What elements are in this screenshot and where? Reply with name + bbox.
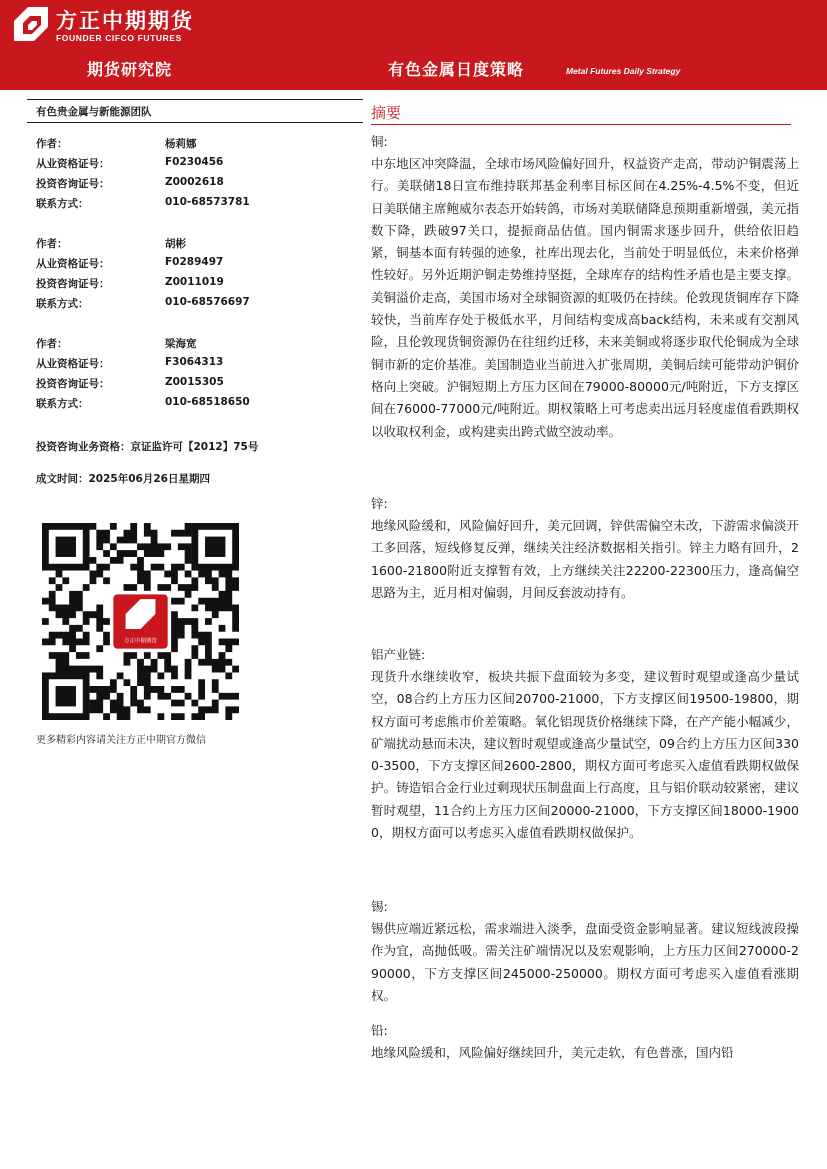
section-text: 中东地区冲突降温，全球市场风险偏好回升，权益资产走高，带动沪铜震荡上行。美联储18日宣布维持联邦基金利率目标区间在4.25%-4.5%不变，但近日美联储主席鲍威尔表态开始转鸽，市场对美联储降息预期重新增强，美元指数下降，跌破97关口，提振商品估值。国内铜需求逐步回升，供给依旧趋紧，铜基本面有转强的迹象，社库出现去化，当前处于明显低位，未来价格弹性较好。另外近期沪铜走势维持坚挺，全球库存的结构性矛盾也是主要支撑。美铜溢价走高，美国市场对全球铜资源的虹吸仍在持续。伦敦现货铜库存下降较快，当前库存处于极低水平，月间结构变成高back结构，未来或有交割风险，且伦敦现货铜资源仍在往纽约迁移，未来美铜或将逐步取代伦铜成为全球铜市新的定价基准。美国制造业当前进入扩张周期，美铜后续可能带动沪铜价格向上突破。沪铜短期上方压力区间在79000-80000元/吨附近，下方支撑区间在76000-77000元/吨附近。期权策略上可考虑卖出远月轻度虚值看跌期权以收取权利金，或构建卖出跨式做空波动率。	[371, 156, 799, 439]
author-card	[36, 334, 346, 414]
report-title-en: Metal Futures Daily Strategy	[566, 66, 681, 76]
author-label: 作者：	[36, 138, 68, 150]
report-title: 有色金属日度策略	[388, 60, 525, 79]
section-heading: 铝产业链:	[371, 647, 426, 662]
consult-label: 投资咨询证号：	[36, 178, 110, 190]
contact-label: 联系方式：	[36, 298, 89, 310]
consult-number: Z0015305	[165, 376, 224, 388]
section-heading: 铅:	[371, 1023, 388, 1038]
author-card	[36, 134, 346, 214]
consult-number: Z0002618	[165, 176, 224, 188]
summary-divider	[371, 124, 791, 125]
qr-logo-text: 方正中期期货	[123, 638, 158, 645]
consult-number: Z0011019	[165, 276, 224, 288]
summary-section-zinc	[371, 493, 799, 604]
summary-section-copper	[371, 131, 799, 443]
contact-label: 联系方式：	[36, 398, 89, 410]
author-name: 杨莉娜	[165, 138, 197, 150]
founder-logo-icon	[14, 7, 48, 41]
report-header	[0, 0, 827, 90]
divider	[27, 122, 363, 123]
section-text: 地缘风险缓和，风险偏好回升，美元回调，锌供需偏空未改，下游需求偏淡开工多回落，短线修复反弹，继续关注经济数据相关指引。锌主力略有回升，21600-21800附近支撑暂有效，上方继续关注22200-22300压力，逢高偏空思路为主，近月相对偏弱，月间反套波动持有。	[371, 518, 799, 600]
wechat-qr-code[interactable]	[42, 523, 239, 720]
consult-label: 投资咨询证号：	[36, 278, 110, 290]
license-label: 从业资格证号：	[36, 158, 110, 170]
summary-section-tin	[371, 896, 799, 1007]
team-name: 有色贵金属与新能源团队	[36, 106, 152, 118]
author-name: 胡彬	[165, 238, 186, 250]
qr-finder-pattern	[191, 523, 239, 571]
section-text: 现货升水继续收窄，板块共振下盘面较为多变，建议暂时观望或逢高少量试空，08合约上方压力区间20700-21000，下方支撑区间19500-19800，期权方面可考虑熊市价差策略。氧化铝现货价格继续下降，在产产能小幅减少，矿端扰动悬而未决，建议暂时观望或逢高少量试空，09合约上方压力区间3300-3500，下方支撑区间2600-2800，期权方面可考虑买入虚值看跌期权做保护。铸造铝合金行业过剩现状压制盘面上行高度，且与铝价联动较紧密，建议暂时观望，11合约上方压力区间20000-21000，下方支撑区间18000-19000，期权方面可以考虑买入虚值看跌期权做保护。	[371, 669, 799, 841]
author-label: 作者：	[36, 338, 68, 350]
contact-phone: 010-68518650	[165, 396, 250, 408]
company-name-en: FOUNDER CIFCO FUTURES	[56, 33, 182, 43]
summary-section-lead	[371, 1020, 799, 1064]
author-card	[36, 234, 346, 314]
section-text: 锡供应端近紧远松，需求端进入淡季，盘面受资金影响显著。建议短线波段操作为宜，高抛低吸。需关注矿端情况以及宏观影响，上方压力区间270000-290000，下方支撑区间245000-250000。期权方面可考虑买入虚值看涨期权。	[371, 921, 799, 1003]
section-heading: 锡:	[371, 899, 388, 914]
section-heading: 铜:	[371, 134, 388, 149]
license-label: 从业资格证号：	[36, 258, 110, 270]
summary-section-aluminum	[371, 644, 799, 844]
qr-caption: 更多精彩内容请关注方正中期官方微信	[36, 735, 206, 746]
summary-title: 摘要	[371, 104, 402, 122]
section-text: 地缘风险缓和，风险偏好继续回升，美元走软，有色普涨，国内铅	[371, 1045, 734, 1060]
qualification-note: 投资咨询业务资格：京证监许可【2012】75号	[36, 441, 259, 453]
consult-label: 投资咨询证号：	[36, 378, 110, 390]
author-name: 梁海宽	[165, 338, 197, 350]
company-name: 方正中期期货	[56, 9, 194, 33]
report-date: 成文时间：2025年06月26日星期四	[36, 473, 210, 485]
contact-phone: 010-68576697	[165, 296, 250, 308]
license-number: F3064313	[165, 356, 224, 368]
author-label: 作者：	[36, 238, 68, 250]
license-label: 从业资格证号：	[36, 358, 110, 370]
contact-label: 联系方式：	[36, 198, 89, 210]
license-number: F0230456	[165, 156, 224, 168]
section-heading: 锌:	[371, 496, 388, 511]
license-number: F0289497	[165, 256, 224, 268]
department-name: 期货研究院	[87, 60, 173, 79]
qr-finder-pattern	[42, 672, 90, 720]
qr-finder-pattern	[42, 523, 90, 571]
divider	[27, 99, 363, 100]
contact-phone: 010-68573781	[165, 196, 250, 208]
